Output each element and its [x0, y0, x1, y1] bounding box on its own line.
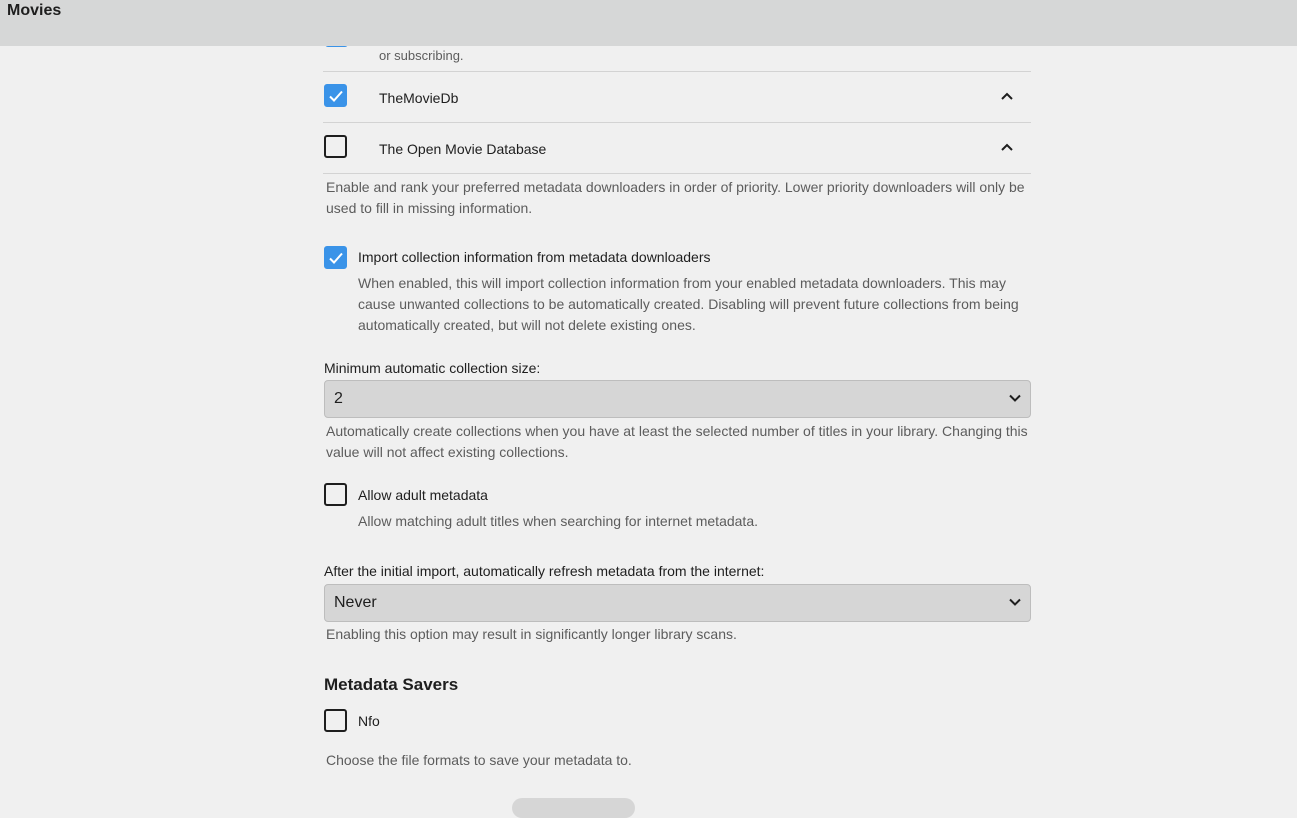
- import-collection-checkbox[interactable]: [324, 246, 347, 269]
- check-icon: [328, 250, 344, 266]
- nfo-label: Nfo: [358, 713, 380, 729]
- chevron-up-icon[interactable]: [1000, 142, 1014, 152]
- min-collection-size-select[interactable]: [324, 380, 1031, 418]
- import-collection-label: Import collection information from metadata downloaders: [358, 249, 711, 265]
- chevron-up-icon[interactable]: [1000, 91, 1014, 101]
- downloader-partial-description: or subscribing.: [379, 48, 464, 63]
- refresh-metadata-label: After the initial import, automatically refresh metadata from the internet:: [324, 563, 765, 579]
- chevron-down-icon: [1009, 598, 1021, 606]
- downloaders-help-text: Enable and rank your preferred metadata downloaders in order of priority. Lower priority downloaders will only be used to fill in missing information.: [326, 179, 1025, 216]
- import-collection-help: When enabled, this will import collection information from your enabled metadata downloaders. This may cause unwanted collections to be automatically created. Disabling will prevent future collections from being automatically created, but will not delete existing ones.: [358, 275, 1019, 333]
- downloader-label-themoviedb: TheMovieDb: [379, 90, 459, 106]
- save-button[interactable]: [512, 798, 635, 818]
- chevron-down-icon: [1009, 394, 1021, 402]
- adult-metadata-label: Allow adult metadata: [358, 487, 488, 503]
- refresh-metadata-help: Enabling this option may result in significantly longer library scans.: [326, 626, 737, 642]
- min-collection-size-value: 2: [334, 390, 343, 407]
- checkbox-omdb[interactable]: [324, 135, 347, 158]
- min-collection-size-label: Minimum automatic collection size:: [324, 360, 541, 376]
- checkbox-themoviedb[interactable]: [324, 84, 347, 107]
- downloader-row-omdb[interactable]: [323, 123, 1031, 173]
- metadata-savers-heading: Metadata Savers: [324, 675, 459, 694]
- min-collection-size-help: Automatically create collections when you have at least the selected number of titles in your library. Changing this value will not affect existing collections.: [326, 423, 1028, 460]
- adult-metadata-checkbox[interactable]: [324, 483, 347, 506]
- downloader-row-themoviedb[interactable]: [323, 72, 1031, 122]
- nfo-checkbox[interactable]: [324, 709, 347, 732]
- app-header: [0, 0, 1297, 46]
- refresh-metadata-select[interactable]: [324, 584, 1031, 622]
- page-title: Movies: [7, 2, 62, 19]
- divider: [323, 173, 1031, 174]
- metadata-savers-help: Choose the file formats to save your metadata to.: [326, 752, 632, 768]
- adult-metadata-help: Allow matching adult titles when searching for internet metadata.: [358, 513, 758, 529]
- refresh-metadata-value: Never: [334, 594, 377, 611]
- downloader-label-omdb: The Open Movie Database: [379, 141, 547, 157]
- check-icon: [328, 88, 344, 104]
